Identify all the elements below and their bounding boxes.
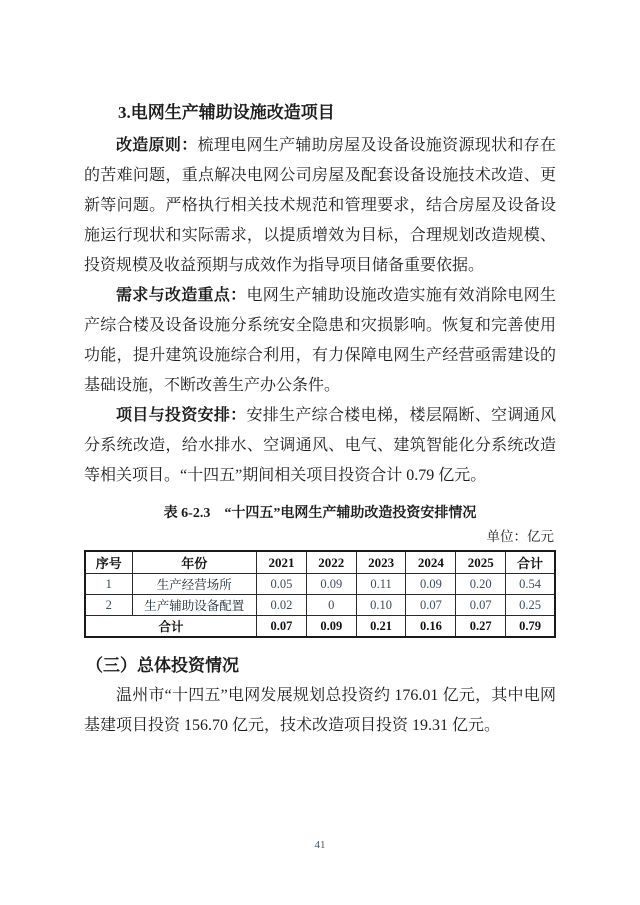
row-index-cell: 1 [85,574,132,595]
value-cell: 0 [306,595,356,616]
value-cell: 0.02 [257,595,307,616]
subsection-heading: （三）总体投资情况 [86,656,239,675]
column-header: 2024 [406,551,456,574]
page-number: 41 [314,839,326,851]
row-index-cell: 2 [85,595,132,616]
column-header: 年份 [132,551,257,574]
table-caption: 表 6-2.3 “十四五”电网生产辅助改造投资安排情况 [163,506,477,521]
paragraph-demand-focus [84,281,556,401]
value-cell: 0.05 [257,574,307,595]
total-value-cell: 0.09 [306,616,356,638]
paragraph-text: 安排生产综合楼电梯，楼层隔断、空调通风分系统改造，给水排水、空调通风、电气、建筑智能化分系统改造等相关项目。“十四五”期间相关项目投资合计 0.79 亿元。 [84,407,556,484]
value-cell: 0.07 [406,595,456,616]
total-value-cell: 0.21 [356,616,406,638]
total-value-cell: 0.16 [406,616,456,638]
value-cell: 0.07 [456,595,506,616]
paragraph-text: 温州市“十四五”电网发展规划总投资约 176.01 亿元，其中电网基建项目投资 156.70 亿元，技术改造项目投资 19.31 亿元。 [84,687,556,734]
paragraph-text: 电网生产辅助设施改造实施有效消除电网生产综合楼及设备设施分系统安全隐患和灾损影响。恢复和完善使用功能，提升建筑设施综合利用，有力保障电网生产经营亟需建设的基础设施，不断改善生产办公条件。 [84,287,556,394]
paragraph-total-investment [84,681,556,741]
value-cell: 0.54 [506,574,555,595]
value-cell: 0.10 [356,595,406,616]
column-header: 2023 [356,551,406,574]
value-cell: 0.09 [406,574,456,595]
column-header: 2022 [306,551,356,574]
table-row [85,595,555,616]
table-row [85,574,555,595]
paragraph-lead-label: 需求与改造重点： [116,287,247,304]
value-cell: 0.25 [506,595,555,616]
paragraph-project-investment [84,401,556,491]
total-value-cell: 0.79 [506,616,555,638]
investment-table [84,550,556,638]
paragraph-lead-label: 项目与投资安排： [116,407,247,424]
paragraph-renovation-principles [84,131,556,281]
total-label-cell: 合计 [85,616,257,638]
value-cell: 0.11 [356,574,406,595]
value-cell: 0.20 [456,574,506,595]
value-cell: 0.09 [306,574,356,595]
section-heading: 3.电网生产辅助设施改造项目 [118,103,335,122]
row-name-cell: 生产辅助设备配置 [132,595,257,616]
paragraph-text: 梳理电网生产辅助房屋及设备设施资源现状和存在的苦难问题，重点解决电网公司房屋及配套设备设施技术改造、更新等问题。严格执行相关技术规范和管理要求，结合房屋及设备设施运行现状和实际需求，以提质增效为目标，合理规划改造规模、投资规模及收益预期与成效作为指导项目储备重要依据。 [84,137,556,274]
column-header: 序号 [85,551,132,574]
column-header: 2025 [456,551,506,574]
table-header-row [85,551,555,574]
total-value-cell: 0.07 [257,616,307,638]
total-value-cell: 0.27 [456,616,506,638]
paragraph-lead-label: 改造原则： [116,137,198,154]
column-header: 合计 [506,551,555,574]
table-total-row [85,616,555,638]
row-name-cell: 生产经营场所 [132,574,257,595]
table-unit-label: 单位：亿元 [486,529,554,544]
column-header: 2021 [257,551,307,574]
